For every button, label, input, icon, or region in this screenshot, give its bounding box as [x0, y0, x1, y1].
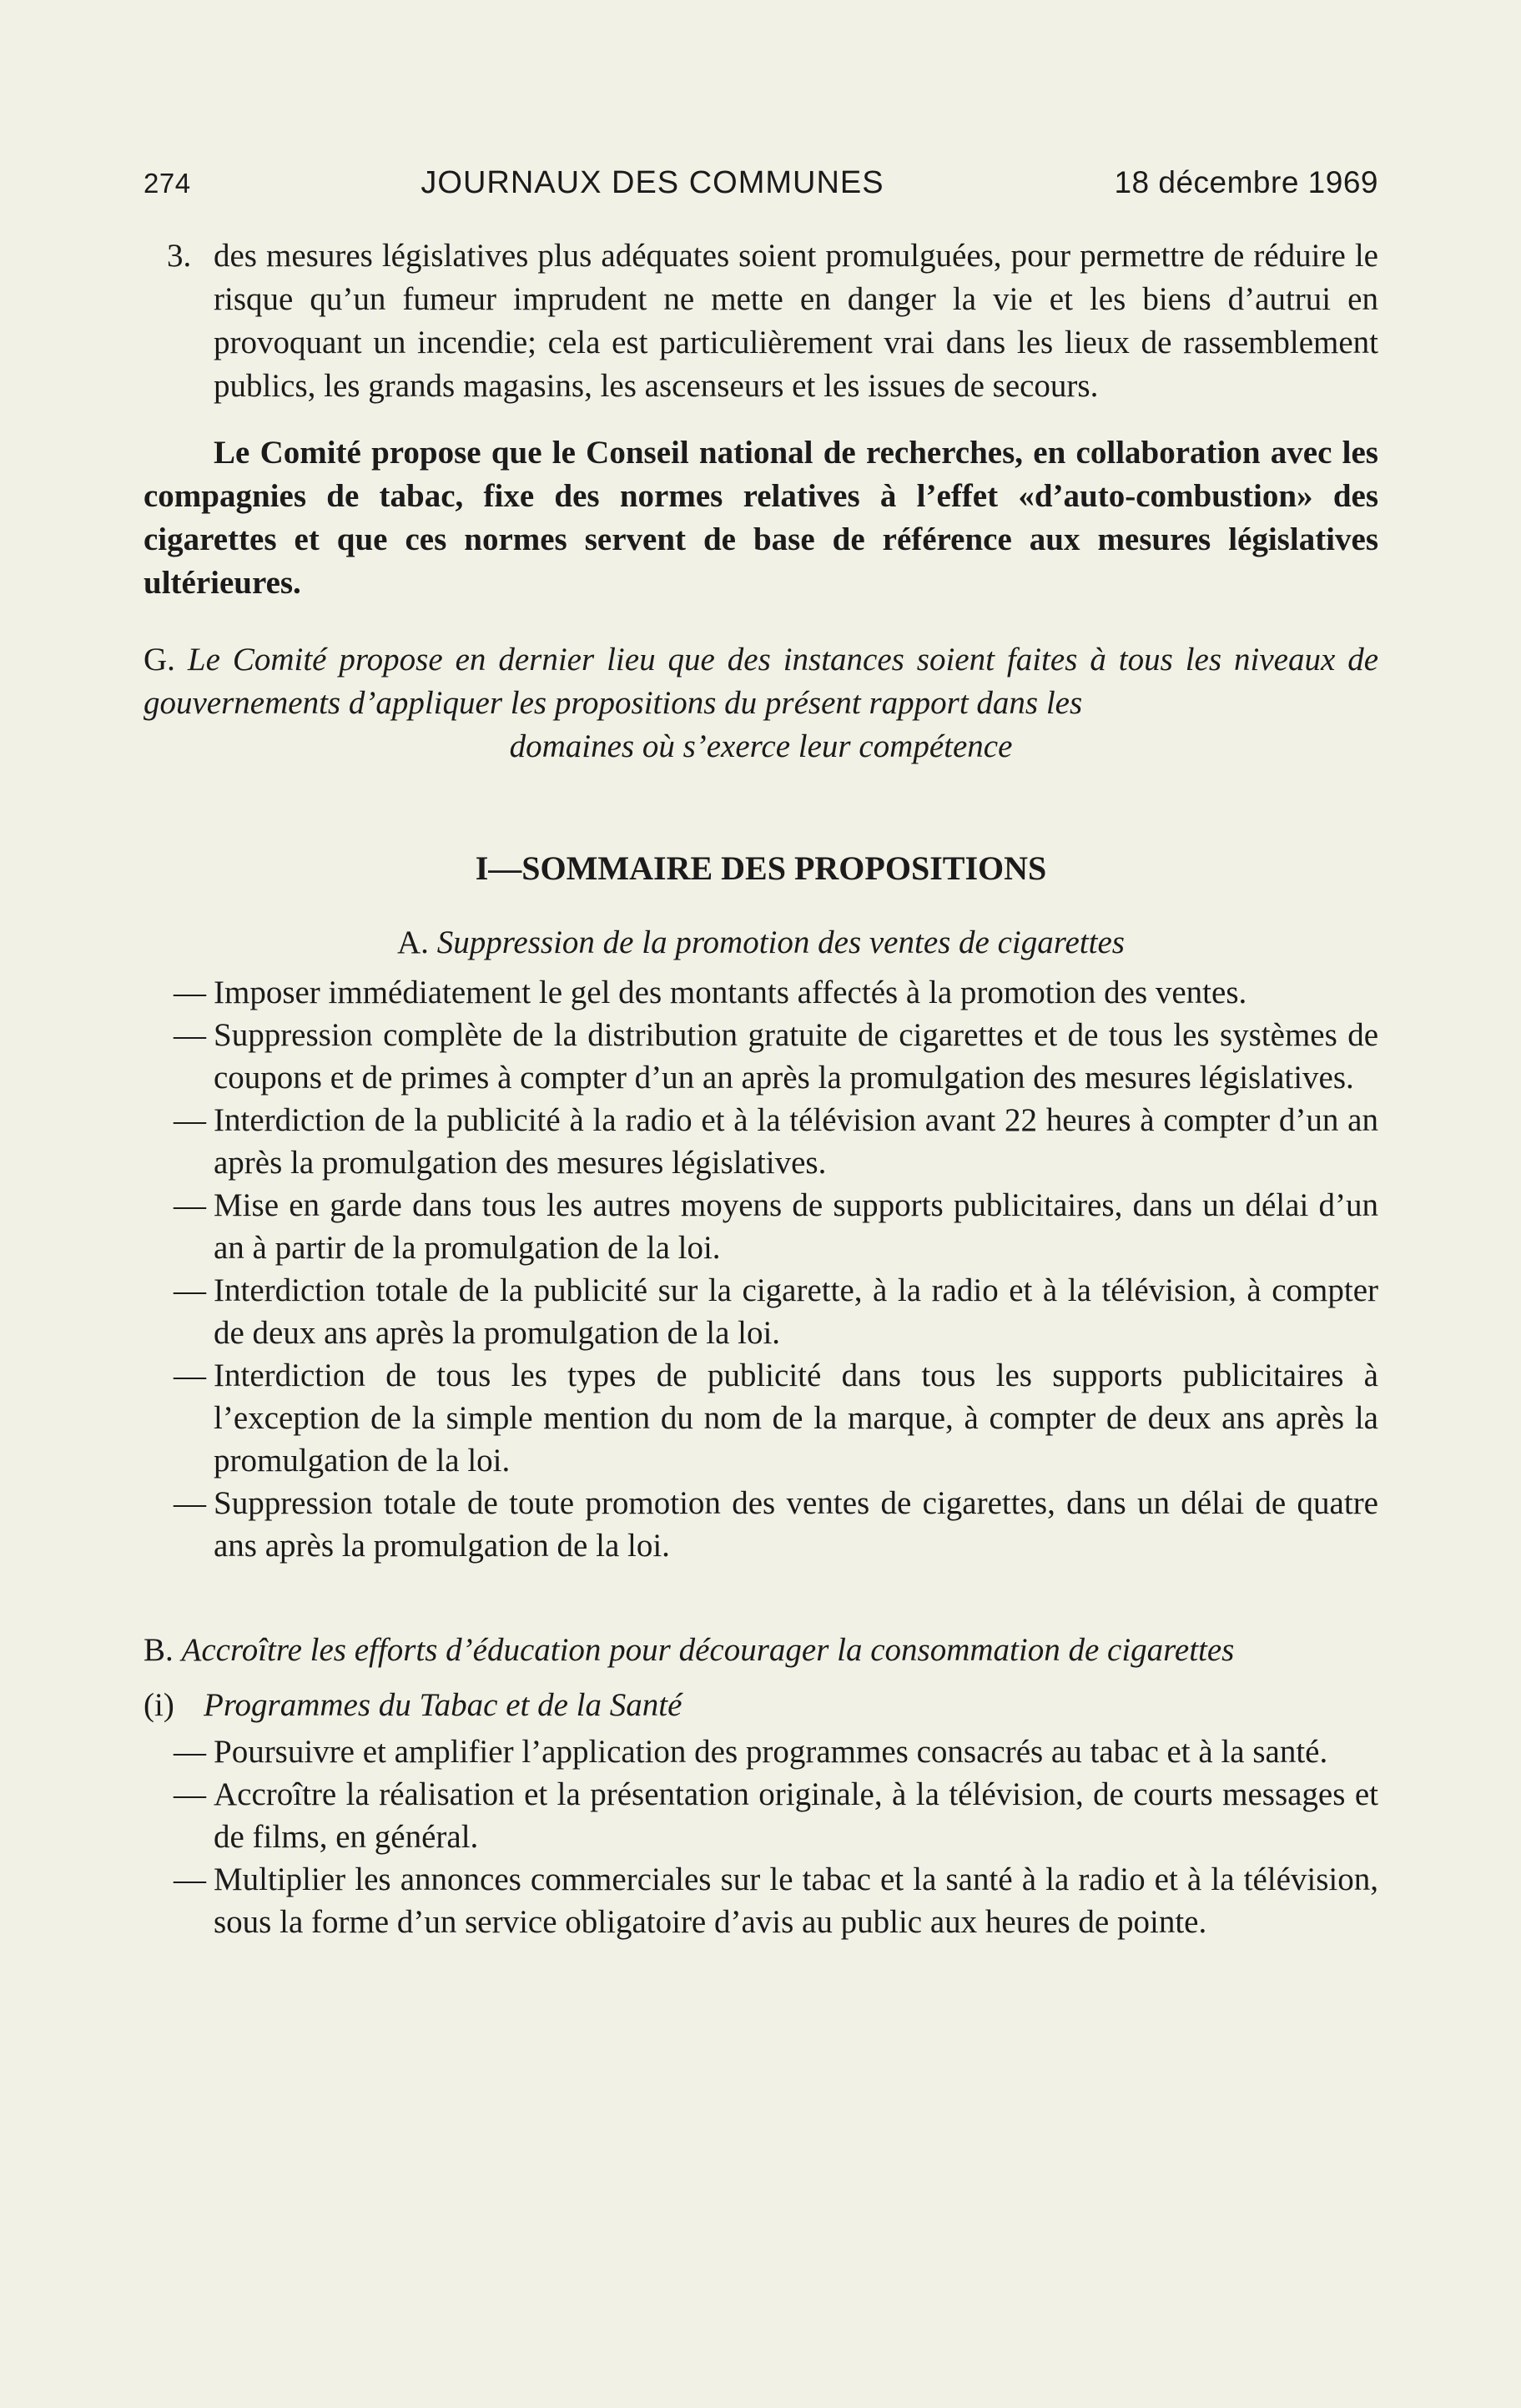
- list-item: — Accroître la réalisation et la présentation originale, à la télévision, de courts messages et de films, en général.: [144, 1773, 1378, 1858]
- list-item: — Suppression complète de la distribution gratuite de cigarettes et de tous les systèmes de coupons et de primes à compter d’un an après la promulgation des mesures législatives.: [144, 1014, 1378, 1099]
- list-item: — Interdiction de la publicité à la radio et à la télévision avant 22 heures à compter d’un an après la promulgation des mesures législatives.: [144, 1099, 1378, 1184]
- running-header: [144, 165, 1378, 201]
- item-number: 3.: [167, 238, 192, 274]
- dash-mark: —: [174, 1776, 206, 1812]
- subsection-b-title: Accroître les efforts d’éducation pour décourager la consommation de cigarettes: [181, 1632, 1235, 1668]
- subsection-a-title: Suppression de la promotion des ventes de cigarettes: [436, 924, 1125, 960]
- subsection-b-i-heading: [144, 1684, 1378, 1727]
- dash-mark: —: [174, 1734, 206, 1770]
- subsection-a-letter: A.: [397, 924, 429, 960]
- list-item: — Poursuivre et amplifier l’application des programmes consacrés au tabac et à la santé.: [144, 1730, 1378, 1773]
- item-text: des mesures législatives plus adéquates soient promulguées, pour permettre de réduire le risque qu’un fumeur imprudent ne mette en danger la vie et les biens d’autrui en provoquant un incendie; cela est particulièrement vrai dans les lieux de rassemblement publics, les grands magasins, les ascenseurs et les issues de secours.: [214, 238, 1378, 404]
- subsection-b-letter: B.: [144, 1632, 174, 1668]
- numbered-item-3: [144, 234, 1378, 408]
- section-g-text: Le Comité propose en dernier lieu que des instances soient faites à tous les niveaux de gouvernements d’appliquer les propositions du présent rapport dans les: [144, 642, 1379, 721]
- list-item: — Interdiction de tous les types de publicité dans tous les supports publicitaires à l’exception de la simple mention du nom de la marque, à compter de deux ans après la promulgation de la loi.: [144, 1354, 1378, 1482]
- list-item: — Multiplier les annonces commerciales sur le tabac et la santé à la radio et à la télévision, sous la forme d’un service obligatoire d’avis au public aux heures de pointe.: [144, 1858, 1378, 1943]
- list-item: — Imposer immédiatement le gel des montants affectés à la promotion des ventes.: [144, 971, 1378, 1014]
- list-item: — Suppression totale de toute promotion des ventes de cigarettes, dans un délai de quatre ans après la promulgation de la loi.: [144, 1482, 1378, 1567]
- subsection-b-heading: [144, 1629, 1378, 1672]
- section-g-last-line: domaines où s’exerce leur compétence: [509, 728, 1013, 764]
- subsection-b-i-list: [144, 1730, 1378, 1943]
- list-item: — Interdiction totale de la publicité sur la cigarette, à la radio et à la télévision, à compter de deux ans après la promulgation de la loi.: [144, 1269, 1378, 1354]
- subsection-a-heading: [144, 921, 1378, 965]
- page-content: [144, 165, 1378, 1943]
- dash-mark: —: [174, 1485, 206, 1521]
- subsection-a-list: [144, 971, 1378, 1567]
- dash-mark: —: [174, 1102, 206, 1138]
- dash-mark: —: [174, 1187, 206, 1223]
- dash-mark: —: [174, 1272, 206, 1308]
- section-g-letter: G.: [144, 642, 175, 678]
- subsection-b-i-title: Programmes du Tabac et de la Santé: [204, 1687, 682, 1723]
- dash-mark: —: [174, 1358, 206, 1393]
- journal-title: JOURNAUX DES COMMUNES: [421, 165, 884, 200]
- dash-mark: —: [174, 1861, 206, 1897]
- list-item: — Mise en garde dans tous les autres moyens de supports publicitaires, dans un délai d’un an à partir de la promulgation de la loi.: [144, 1184, 1378, 1269]
- header-date: 18 décembre 1969: [1114, 165, 1378, 199]
- section-g-paragraph: [144, 638, 1378, 725]
- bold-proposal-paragraph: Le Comité propose que le Conseil national de recherches, en collaboration avec les compagnies de tabac, fixe des normes relatives à l’effet «d’auto-combustion» des cigarettes et que ces normes servent de base de référence aux mesures législatives ultérieures.: [144, 435, 1378, 601]
- subsection-b-i-index: (i): [144, 1687, 174, 1723]
- dash-mark: —: [174, 1017, 206, 1053]
- dash-mark: —: [174, 975, 206, 1010]
- page-number: 274: [144, 168, 191, 199]
- summary-section-title: I—SOMMAIRE DES PROPOSITIONS: [475, 849, 1047, 887]
